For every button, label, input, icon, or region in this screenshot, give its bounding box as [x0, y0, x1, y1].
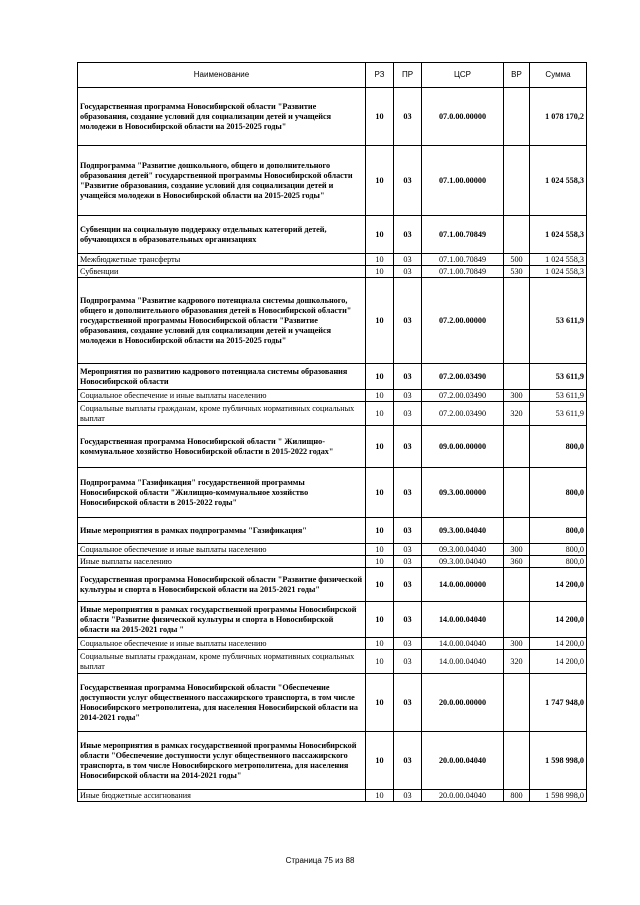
- cell-rz: 10: [366, 390, 394, 402]
- cell-vr: [504, 278, 530, 364]
- cell-sum: 800,0: [530, 468, 587, 518]
- table-row: [78, 254, 587, 266]
- cell-csr: 14.0.00.00000: [422, 568, 504, 602]
- cell-name: Социальные выплаты гражданам, кроме публичных нормативных социальных выплат: [78, 650, 366, 674]
- cell-sum: 800,0: [530, 556, 587, 568]
- cell-sum: 1 024 558,3: [530, 146, 587, 216]
- cell-rz: 10: [366, 518, 394, 544]
- cell-vr: 300: [504, 544, 530, 556]
- cell-csr: 14.0.00.04040: [422, 650, 504, 674]
- table-row: [78, 568, 587, 602]
- cell-name: Мероприятия по развитию кадрового потенциала системы образования Новосибирской области: [78, 364, 366, 390]
- cell-vr: [504, 602, 530, 638]
- cell-name: Социальное обеспечение и иные выплаты населению: [78, 544, 366, 556]
- cell-csr: 07.1.00.70849: [422, 254, 504, 266]
- cell-sum: 53 611,9: [530, 278, 587, 364]
- cell-csr: 09.3.00.04040: [422, 544, 504, 556]
- cell-vr: [504, 88, 530, 146]
- header-name: Наименование: [78, 63, 366, 88]
- cell-name: Иные мероприятия в рамках государственной программы Новосибирской области "Обеспечение доступности услуг общественного пассажирского транспорта, в том числе Новосибирского метрополитена, для населения Новосибирской области на 2014-2021 годы": [78, 732, 366, 790]
- cell-vr: [504, 426, 530, 468]
- cell-rz: 10: [366, 674, 394, 732]
- cell-rz: 10: [366, 568, 394, 602]
- cell-name: Иные мероприятия в рамках государственной программы Новосибирской области "Развитие физической культуры и спорта в Новосибирской области на 2015-2021 годы ": [78, 602, 366, 638]
- cell-rz: 10: [366, 278, 394, 364]
- cell-sum: 800,0: [530, 544, 587, 556]
- table-row: [78, 216, 587, 254]
- cell-sum: 1 078 170,2: [530, 88, 587, 146]
- cell-vr: [504, 216, 530, 254]
- cell-name: Иные выплаты населению: [78, 556, 366, 568]
- cell-pr: 03: [394, 602, 422, 638]
- cell-csr: 07.2.00.03490: [422, 390, 504, 402]
- cell-pr: 03: [394, 568, 422, 602]
- cell-rz: 10: [366, 426, 394, 468]
- header-pr: ПР: [394, 63, 422, 88]
- cell-pr: 03: [394, 468, 422, 518]
- cell-rz: 10: [366, 468, 394, 518]
- table-row: [78, 390, 587, 402]
- table-row: [78, 544, 587, 556]
- cell-sum: 1 024 558,3: [530, 254, 587, 266]
- cell-name: Иные бюджетные ассигнования: [78, 790, 366, 802]
- cell-vr: 300: [504, 638, 530, 650]
- cell-pr: 03: [394, 426, 422, 468]
- cell-rz: 10: [366, 266, 394, 278]
- cell-name: Государственная программа Новосибирской области "Развитие образования, создание условий для социализации детей и учащейся молодежи в Новосибирской области на 2015-2025 годы": [78, 88, 366, 146]
- cell-sum: 14 200,0: [530, 568, 587, 602]
- cell-sum: 53 611,9: [530, 364, 587, 390]
- cell-csr: 07.2.00.00000: [422, 278, 504, 364]
- cell-name: Подпрограмма "Развитие кадрового потенциала системы дошкольного, общего и дополнительного образования детей в Новосибирской области" государственной программы Новосибирской области "Развитие образования, создание условий для социализации детей и учащейся молодежи в Новосибирской области на 2015-2025 годы": [78, 278, 366, 364]
- cell-name: Социальные выплаты гражданам, кроме публичных нормативных социальных выплат: [78, 402, 366, 426]
- cell-csr: 14.0.00.04040: [422, 638, 504, 650]
- cell-csr: 09.3.00.04040: [422, 518, 504, 544]
- cell-rz: 10: [366, 544, 394, 556]
- cell-pr: 03: [394, 146, 422, 216]
- cell-csr: 20.0.00.04040: [422, 790, 504, 802]
- cell-pr: 03: [394, 556, 422, 568]
- table-header-row: [78, 63, 587, 88]
- cell-vr: [504, 518, 530, 544]
- table-row: [78, 556, 587, 568]
- cell-rz: 10: [366, 732, 394, 790]
- budget-table: [77, 62, 587, 802]
- cell-pr: 03: [394, 364, 422, 390]
- cell-vr: [504, 732, 530, 790]
- table-row: [78, 426, 587, 468]
- cell-csr: 09.3.00.00000: [422, 468, 504, 518]
- cell-vr: 500: [504, 254, 530, 266]
- cell-pr: 03: [394, 674, 422, 732]
- cell-rz: 10: [366, 650, 394, 674]
- cell-pr: 03: [394, 650, 422, 674]
- cell-name: Государственная программа Новосибирской области " Жилищно-коммунальное хозяйство Новосибирской области в 2015-2022 годах": [78, 426, 366, 468]
- cell-sum: 53 611,9: [530, 402, 587, 426]
- cell-vr: [504, 674, 530, 732]
- page-number: Страница 75 из 88: [285, 856, 355, 865]
- cell-rz: 10: [366, 638, 394, 650]
- cell-name: Социальное обеспечение и иные выплаты населению: [78, 390, 366, 402]
- cell-sum: 1 024 558,3: [530, 266, 587, 278]
- table-row: [78, 278, 587, 364]
- cell-pr: 03: [394, 732, 422, 790]
- cell-pr: 03: [394, 216, 422, 254]
- cell-csr: 09.3.00.04040: [422, 556, 504, 568]
- cell-vr: [504, 146, 530, 216]
- cell-name: Субвенции: [78, 266, 366, 278]
- cell-vr: [504, 468, 530, 518]
- cell-name: Иные мероприятия в рамках подпрограммы "Газификация": [78, 518, 366, 544]
- table-row: [78, 732, 587, 790]
- cell-vr: 300: [504, 390, 530, 402]
- cell-pr: 03: [394, 544, 422, 556]
- table-row: [78, 402, 587, 426]
- cell-csr: 07.1.00.70849: [422, 216, 504, 254]
- cell-name: Субвенции на социальную поддержку отдельных категорий детей, обучающихся в образовательных организациях: [78, 216, 366, 254]
- cell-sum: 53 611,9: [530, 390, 587, 402]
- cell-name: Подпрограмма "Газификация" государственной программы Новосибирской области "Жилищно-коммунальное хозяйство Новосибирской области в 2015-2022 годы": [78, 468, 366, 518]
- cell-pr: 03: [394, 88, 422, 146]
- cell-sum: 14 200,0: [530, 650, 587, 674]
- cell-rz: 10: [366, 556, 394, 568]
- cell-csr: 07.1.00.00000: [422, 146, 504, 216]
- table-row: [78, 650, 587, 674]
- cell-csr: 14.0.00.04040: [422, 602, 504, 638]
- header-csr: ЦСР: [422, 63, 504, 88]
- cell-pr: 03: [394, 790, 422, 802]
- cell-rz: 10: [366, 216, 394, 254]
- table-row: [78, 88, 587, 146]
- header-rz: РЗ: [366, 63, 394, 88]
- table-row: [78, 638, 587, 650]
- cell-csr: 20.0.00.04040: [422, 732, 504, 790]
- cell-pr: 03: [394, 278, 422, 364]
- cell-pr: 03: [394, 390, 422, 402]
- table-row: [78, 790, 587, 802]
- cell-name: Социальное обеспечение и иные выплаты населению: [78, 638, 366, 650]
- table-row: [78, 146, 587, 216]
- cell-sum: 1 747 948,0: [530, 674, 587, 732]
- cell-csr: 07.2.00.03490: [422, 364, 504, 390]
- cell-vr: [504, 364, 530, 390]
- cell-rz: 10: [366, 254, 394, 266]
- cell-pr: 03: [394, 254, 422, 266]
- cell-name: Государственная программа Новосибирской области "Развитие физической культуры и спорта в Новосибирской области на 2015-2021 годы": [78, 568, 366, 602]
- table-row: [78, 602, 587, 638]
- cell-rz: 10: [366, 402, 394, 426]
- cell-rz: 10: [366, 364, 394, 390]
- cell-vr: 320: [504, 650, 530, 674]
- cell-csr: 07.1.00.70849: [422, 266, 504, 278]
- cell-rz: 10: [366, 146, 394, 216]
- cell-vr: 360: [504, 556, 530, 568]
- table-row: [78, 266, 587, 278]
- cell-csr: 07.0.00.00000: [422, 88, 504, 146]
- cell-vr: 530: [504, 266, 530, 278]
- cell-pr: 03: [394, 266, 422, 278]
- cell-name: Подпрограмма "Развитие дошкольного, общего и дополнительного образования детей" государственной программы Новосибирской области "Развитие образования, создание условий для социализации детей и учащейся молодежи в Новосибирской области на 2015-2025 годы": [78, 146, 366, 216]
- cell-sum: 1 598 998,0: [530, 790, 587, 802]
- cell-csr: 09.0.00.00000: [422, 426, 504, 468]
- cell-rz: 10: [366, 88, 394, 146]
- cell-pr: 03: [394, 402, 422, 426]
- table-row: [78, 674, 587, 732]
- table-row: [78, 364, 587, 390]
- table-row: [78, 468, 587, 518]
- cell-sum: 14 200,0: [530, 602, 587, 638]
- cell-sum: 800,0: [530, 426, 587, 468]
- cell-vr: 800: [504, 790, 530, 802]
- cell-csr: 07.2.00.03490: [422, 402, 504, 426]
- cell-name: Государственная программа Новосибирской области "Обеспечение доступности услуг общественного пассажирского транспорта, в том числе Новосибирского метрополитена, для населения Новосибирской области на 2014-2021 годы": [78, 674, 366, 732]
- cell-vr: 320: [504, 402, 530, 426]
- header-vr: ВР: [504, 63, 530, 88]
- cell-rz: 10: [366, 602, 394, 638]
- header-sum: Сумма: [530, 63, 587, 88]
- cell-pr: 03: [394, 638, 422, 650]
- cell-sum: 1 598 998,0: [530, 732, 587, 790]
- cell-sum: 800,0: [530, 518, 587, 544]
- cell-pr: 03: [394, 518, 422, 544]
- cell-vr: [504, 568, 530, 602]
- cell-sum: 14 200,0: [530, 638, 587, 650]
- cell-name: Межбюджетные трансферты: [78, 254, 366, 266]
- table-row: [78, 518, 587, 544]
- cell-rz: 10: [366, 790, 394, 802]
- cell-csr: 20.0.00.00000: [422, 674, 504, 732]
- cell-sum: 1 024 558,3: [530, 216, 587, 254]
